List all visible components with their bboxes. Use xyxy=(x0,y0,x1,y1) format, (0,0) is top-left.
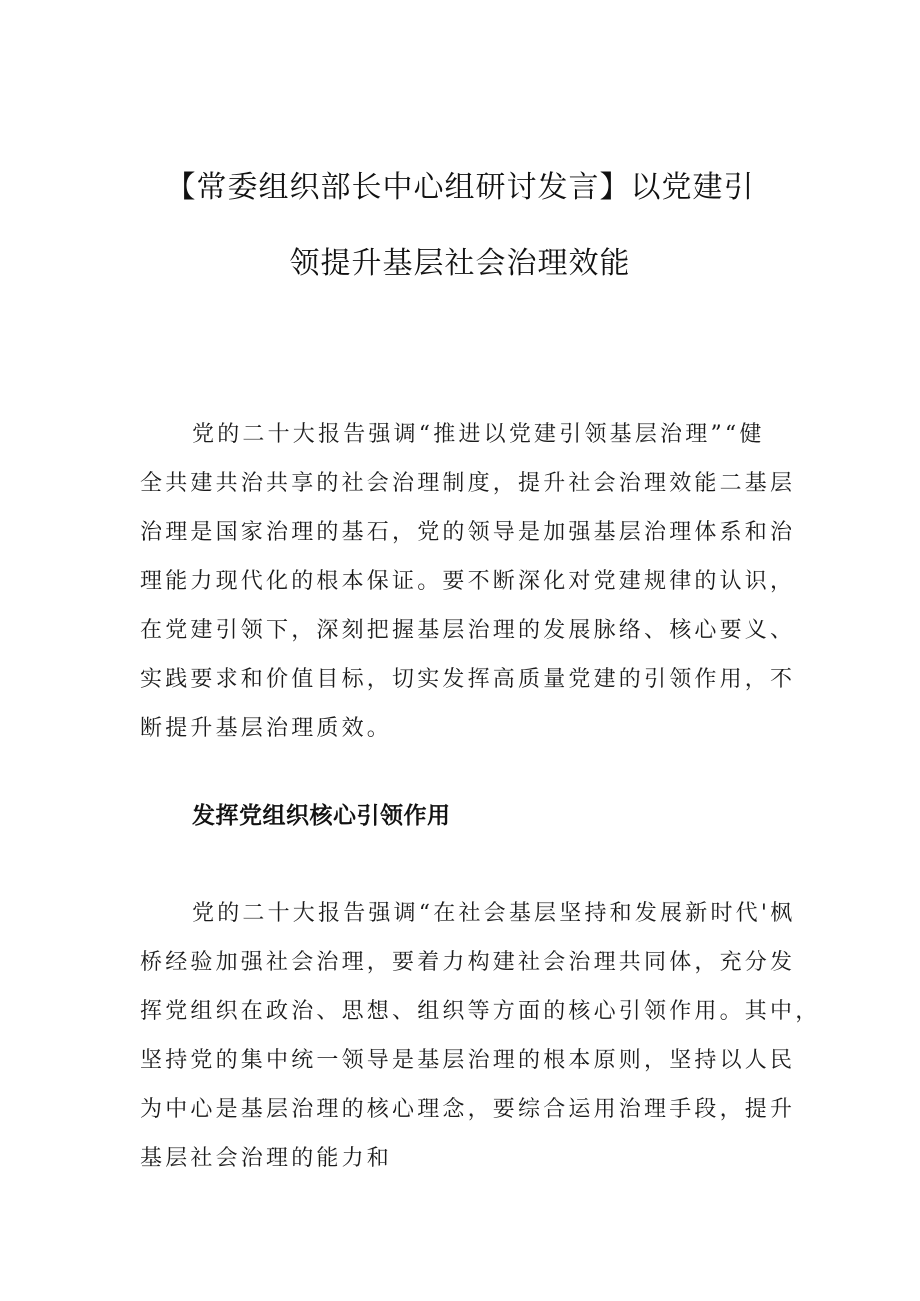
paragraph-line: 党的二十大报告强调“在社会基层坚持和发展新时代'枫 xyxy=(192,901,796,926)
paragraph-line: 实践要求和价值目标，切实发挥高质量党建的引领作用，不 xyxy=(140,667,796,692)
paragraph-line: 在党建引领下，深刻把握基层治理的发展脉络、核心要义、 xyxy=(140,618,796,643)
paragraph-line: 全共建共治共享的社会治理制度，提升社会治理效能二基层 xyxy=(140,471,796,496)
paragraph-line: 坚持党的集中统一领导是基层治理的根本原则，坚持以人民 xyxy=(140,1048,796,1073)
document-title xyxy=(0,150,920,302)
title-line-2: 领提升基层社会治理效能 xyxy=(289,246,631,281)
paragraph-line: 挥党组织在政治、思想、组织等方面的核心引领作用。其中， xyxy=(140,999,821,1024)
paragraph-line: 治理是国家治理的基石，党的领导是加强基层治理体系和治 xyxy=(140,520,796,545)
paragraph-line: 桥经验加强社会治理，要着力构建社会治理共同体，充分发 xyxy=(140,950,796,975)
title-line-1: 【常委组织部长中心组研讨发言】以党建引 xyxy=(165,170,755,205)
paragraph-line: 为中心是基层治理的核心理念，要综合运用治理手段，提升 xyxy=(140,1097,796,1122)
section-heading: 发挥党组织核心引领作用 xyxy=(192,803,451,829)
paragraph-1 xyxy=(140,410,796,753)
paragraph-line: 理能力现代化的根本保证。要不断深化对党建规律的认识， xyxy=(140,569,796,594)
paragraph-2 xyxy=(140,889,821,1183)
paragraph-line: 断提升基层治理质效。 xyxy=(140,716,393,741)
paragraph-line: 党的二十大报告强调“推进以党建引领基层治理”“健 xyxy=(192,422,765,447)
paragraph-line: 基层社会治理的能力和 xyxy=(140,1146,393,1171)
